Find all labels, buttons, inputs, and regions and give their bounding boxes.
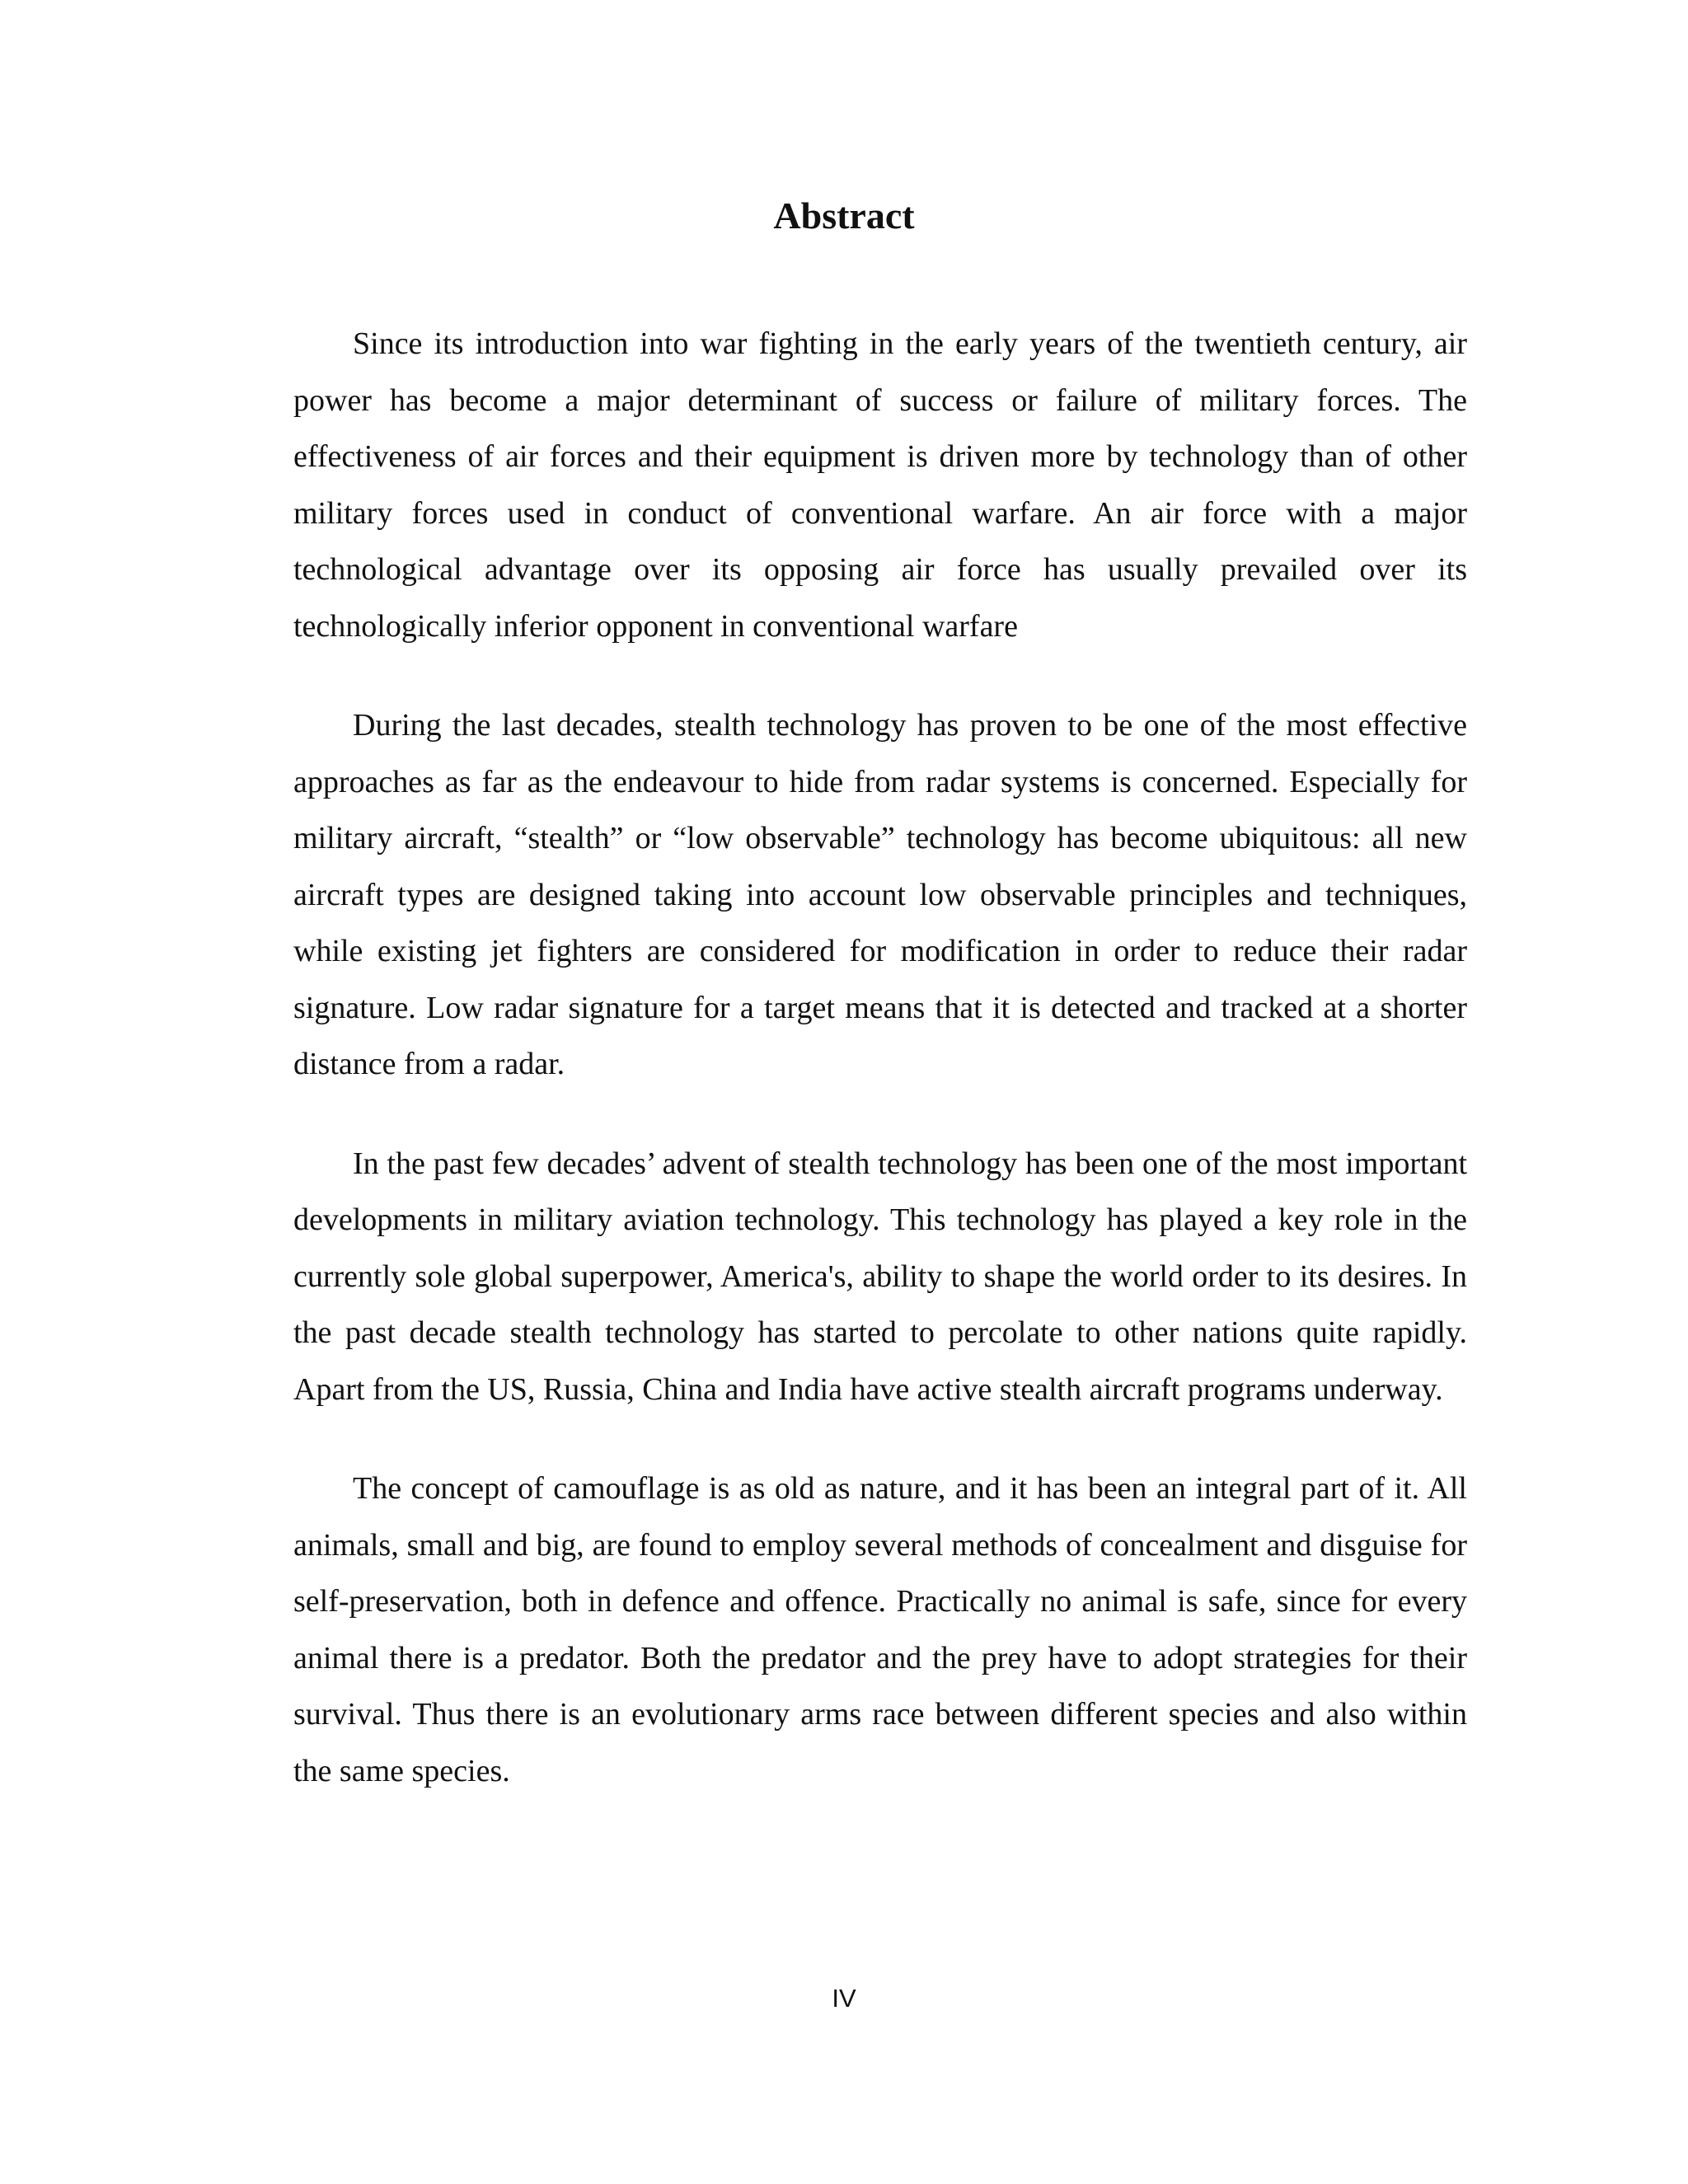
abstract-paragraph-4: The concept of camouflage is as old as nature, and it has been an integral part of it. All animals, small and big, are found to employ several methods of concealment and disguise for self-preservation, both in defence and offence. Practically no animal is safe, since for every animal there is a predator. Both the predator and the prey have to adopt strategies for their survival. Thus there is an evolutionary arms race between different species and also within the same species. [293, 1471, 1467, 1788]
page-title: Abstract [773, 194, 915, 237]
page-number: IV [832, 1984, 856, 2013]
abstract-body [293, 316, 1467, 1842]
abstract-paragraph-1: Since its introduction into war fighting in the early years of the twentieth century, air power has become a major determinant of success or failure of military forces. The effectiveness of air forces and their equipment is driven more by technology than of other military forces used in conduct of conventional warfare. An air force with a major technological advantage over its opposing air force has usually prevailed over its technologically inferior opponent in conventional warfare [293, 326, 1467, 644]
abstract-paragraph-3: In the past few decades’ advent of stealth technology has been one of the most important developments in military aviation technology. This technology has played a key role in the currently sole global superpower, America's, ability to shape the world order to its desires. In the past decade stealth technology has started to percolate to other nations quite rapidly. Apart from the US, Russia, China and India have active stealth aircraft programs underway. [293, 1146, 1467, 1407]
abstract-paragraph-2: During the last decades, stealth technology has proven to be one of the most effective approaches as far as the endeavour to hide from radar systems is concerned. Especially for military aircraft, “stealth” or “low observable” technology has become ubiquitous: all new aircraft types are designed taking into account low observable principles and techniques, while existing jet fighters are considered for modification in order to reduce their radar signature. Low radar signature for a target means that it is detected and tracked at a shorter distance from a radar. [293, 708, 1467, 1081]
